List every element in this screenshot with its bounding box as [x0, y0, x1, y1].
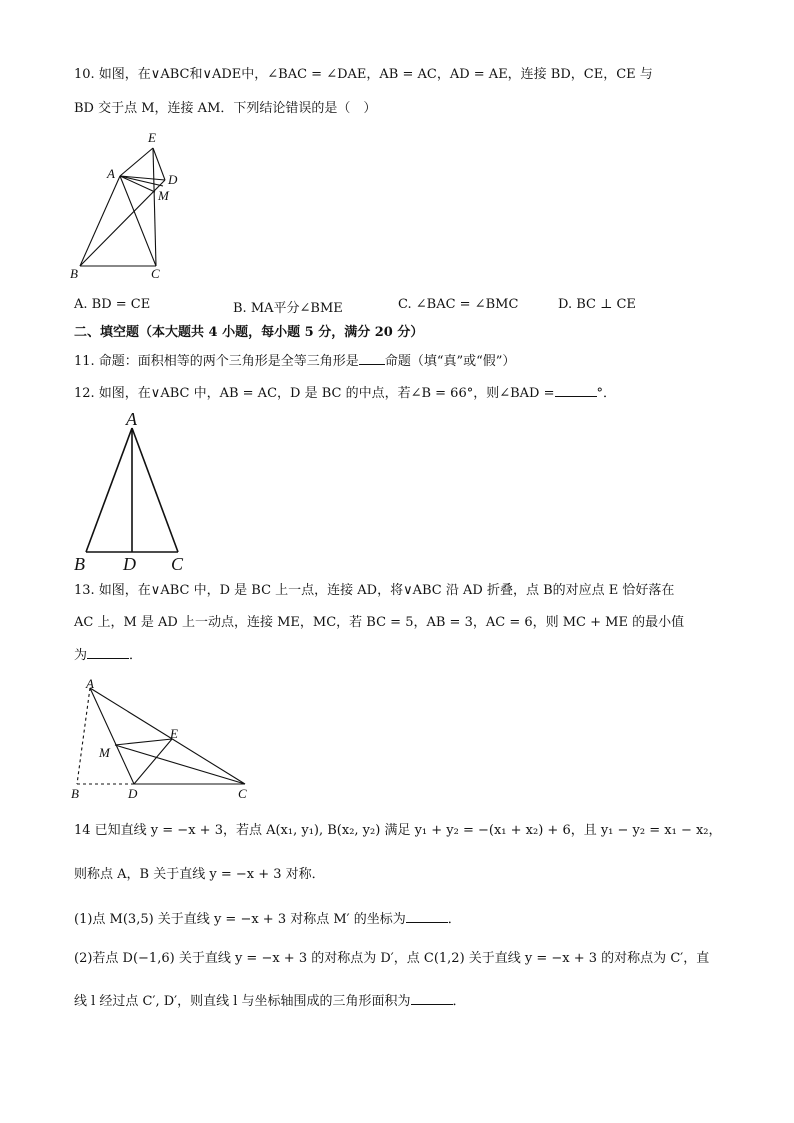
label-b: B — [70, 266, 78, 281]
q12-figure — [66, 405, 206, 575]
q13-line3-end: ． — [129, 648, 143, 663]
q13-line2: AC 上，M 是 AD 上一动点，连接 ME，MC，若 BC = 5，AB = 3，AC = 6，则 MC + ME 的最小值 — [74, 615, 685, 630]
q14-part1-answer-blank[interactable] — [406, 910, 448, 923]
label-a: A — [126, 409, 137, 429]
seg-ae — [120, 148, 153, 176]
label-a: A — [107, 166, 115, 181]
seg-ed — [153, 148, 165, 180]
label-b: B — [71, 786, 79, 801]
seg-ac — [90, 688, 245, 784]
label-a: A — [86, 676, 94, 691]
q10-figure — [60, 128, 210, 284]
seg-ba — [80, 176, 120, 266]
q14-part2-line2 — [74, 992, 466, 1011]
label-b: B — [74, 554, 85, 574]
q14-part1-text: (1)点 M(3,5) 关于直线 y = −x + 3 对称点 M′ 的坐标为 — [74, 912, 406, 927]
q14-part2-end: ． — [452, 994, 466, 1009]
q13-line3-text: 为 — [74, 648, 88, 663]
q14-line1: 14 已知直线 y = −x + 3，若点 A(x₁, y₁), B(x₂, y₂) 满足 y₁ + y₂ = −(x₁ + x₂) + 6，且 y₁ − y₂ = x₁ − x₂， — [74, 823, 722, 838]
q14-part1-end: ． — [447, 912, 461, 927]
q11-text — [74, 352, 515, 371]
q10-option-d[interactable]: D. BC ⊥ CE — [558, 297, 636, 312]
label-c: C — [238, 786, 247, 801]
label-c: C — [151, 266, 160, 281]
q13-line1: 13. 如图，在∨ABC 中，D 是 BC 上一点，连接 AD，将∨ABC 沿 AD 折叠，点 B的对应点 E 恰好落在 — [74, 583, 675, 598]
q10-option-c[interactable]: C. ∠BAC = ∠BMC — [398, 297, 519, 312]
q11-text-a: 11. 命题：面积相等的两个三角形是全等三角形是 — [74, 354, 359, 369]
q14-part2-answer-blank[interactable] — [411, 992, 453, 1005]
seg-ad — [90, 688, 134, 784]
seg-ab — [86, 428, 132, 552]
seg-bd — [80, 180, 165, 266]
label-c: C — [171, 554, 184, 574]
q14-part2-line1: (2)若点 D(−1,6) 关于直线 y = −x + 3 的对称点为 D′，点 C(1,2) 关于直线 y = −x + 3 的对称点为 C′，直 — [74, 951, 710, 966]
q10-line1: 10. 如图，在∨ABC和∨ADE中，∠BAC = ∠DAE，AB = AC，AD = AE，连接 BD，CE，CE 与 — [74, 67, 653, 82]
label-d: D — [123, 554, 136, 574]
seg-me — [115, 739, 172, 745]
section-title: 二、填空题（本大题共 4 小题，每小题 5 分，满分 20 分） — [74, 325, 424, 340]
q11-text-b: 命题（填“真”或“假”） — [384, 354, 516, 369]
label-d: D — [128, 786, 138, 801]
q14-part1 — [74, 910, 461, 929]
seg-ac — [132, 428, 178, 552]
seg-ec — [153, 148, 156, 266]
q12-text — [74, 384, 616, 403]
label-m: M — [158, 188, 169, 203]
label-e: E — [170, 726, 178, 741]
seg-de — [134, 739, 172, 784]
q10-option-b[interactable]: B. MA平分∠BME — [233, 301, 343, 316]
q11-answer-blank[interactable] — [359, 352, 385, 365]
q13-answer-blank[interactable] — [87, 646, 129, 659]
q10-line2: BD 交于点 M，连接 AM．下列结论错误的是（ ） — [74, 101, 377, 116]
label-m: M — [99, 745, 110, 760]
label-d: D — [168, 172, 178, 187]
q14-part2-text: 线 l 经过点 C′, D′，则直线 l 与坐标轴围成的三角形面积为 — [74, 994, 411, 1009]
q12-text-a: 12. 如图，在∨ABC 中，AB = AC，D 是 BC 的中点，若∠B = 66°，则∠BAD = — [74, 386, 555, 401]
q12-answer-blank[interactable] — [555, 384, 597, 397]
seg-mc — [115, 745, 245, 784]
q13-line3 — [74, 646, 142, 665]
q10-option-a[interactable]: A. BD = CE — [74, 297, 151, 312]
q13-figure — [62, 672, 262, 804]
label-e: E — [148, 130, 156, 145]
q12-text-b: °． — [596, 386, 617, 401]
q14-line2: 则称点 A，B 关于直线 y = −x + 3 对称． — [74, 867, 325, 882]
seg-ab-dashed — [77, 688, 90, 784]
